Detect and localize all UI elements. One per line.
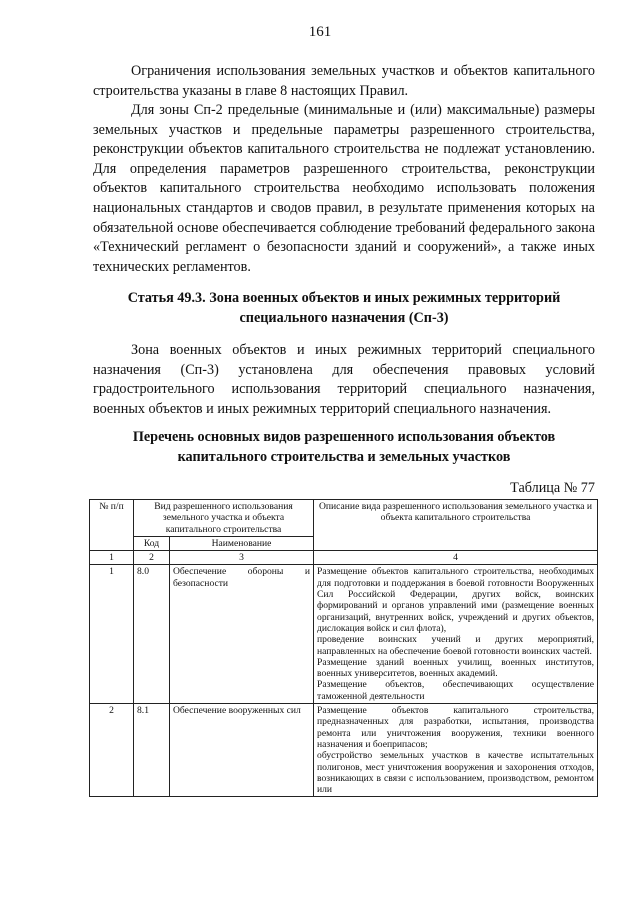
- land-use-table: [89, 499, 598, 797]
- column-number: 1: [90, 551, 134, 565]
- row-num: 1: [90, 565, 134, 704]
- description-paragraph: Размещение объектов капитального строительства, необходимых для подготовки и поддержания в боевой готовности Вооруженных Сил Российской Федерации, других войск, воинских формирований и органов управлений ими (размещение военных организаций, внутренних войск, учреждений и других объектов, дислокация войск и сил флота),: [317, 566, 595, 634]
- article-paragraph: Зона военных объектов и иных режимных территорий специального назначения (Сп-3) установлена для обеспечения правовых условий градостроительного использования территорий специального назначения, военных объектов и иных режимных территорий специального назначения.: [93, 342, 595, 417]
- header-code: Код: [134, 536, 170, 550]
- description-paragraph: проведение воинских учений и других мероприятий, направленных на обеспечение боевой готовности воинских частей.: [317, 634, 595, 657]
- column-number: 4: [314, 551, 598, 565]
- row-code: 8.1: [134, 704, 170, 797]
- table-row: [90, 704, 598, 797]
- description-paragraph: обустройство земельных участков в качестве испытательных полигонов, мест уничтожения вооружения и захоронения отходов, возникающих в связи с использованием, производством, ремонтом или: [317, 750, 595, 796]
- column-number: 3: [170, 551, 314, 565]
- header-desc: Описание вида разрешенного использования земельного участка и объекта капитального строительства: [314, 500, 598, 551]
- list-title: Перечень основных видов разрешенного использования объектов капитального строительства и земельных участков: [132, 429, 556, 465]
- table-row: [90, 565, 598, 704]
- row-description: [314, 565, 598, 704]
- table-caption: Таблица № 77: [510, 480, 595, 496]
- row-name: Обеспечение обороны и безопасности: [170, 565, 314, 704]
- article-title: Статья 49.3. Зона военных объектов и иных режимных территорий специального назначения (Сп-3): [127, 290, 561, 326]
- row-description: [314, 704, 598, 797]
- table-header-row: [90, 500, 598, 537]
- page-number: 161: [308, 24, 332, 40]
- row-num: 2: [90, 704, 134, 797]
- intro-paragraph-1: Ограничения использования земельных участков и объектов капитального строительства указаны в главе 8 настоящих Правил.: [93, 63, 595, 99]
- description-paragraph: Размещение объектов, обеспечивающих осуществление таможенной деятельности: [317, 679, 595, 702]
- intro-paragraph-2: Для зоны Сп-2 предельные (минимальные и (или) максимальные) размеры земельных участков и предельные параметры разрешенного строительства, реконструкции объектов капитального строительства не подлежат установлению. Для определения параметров разрешенного строительства, реконструкции объектов капитального строительства необходимо использовать положения национальных стандартов и сводов правил, в результате применения которых на обязательной основе обеспечивается соблюдение требований федерального закона «Технический регламент о безопасности зданий и сооружений», а также иных технических регламентов.: [93, 102, 595, 275]
- header-num: № п/п: [90, 500, 134, 551]
- header-kind: Вид разрешенного использования земельного участка и объекта капитального строительства: [134, 500, 314, 537]
- row-name: Обеспечение вооруженных сил: [170, 704, 314, 797]
- row-code: 8.0: [134, 565, 170, 704]
- column-number: 2: [134, 551, 170, 565]
- table-column-numbers-row: [90, 551, 598, 565]
- description-paragraph: Размещение зданий военных училищ, военных институтов, военных университетов, военных академий.: [317, 656, 595, 680]
- description-paragraph: Размещение объектов капитального строительства, предназначенных для разработки, испытания, производства ремонта или уничтожения вооружения, техники военного назначения и боеприпасов;: [317, 705, 595, 750]
- header-name: Наименование: [170, 536, 314, 550]
